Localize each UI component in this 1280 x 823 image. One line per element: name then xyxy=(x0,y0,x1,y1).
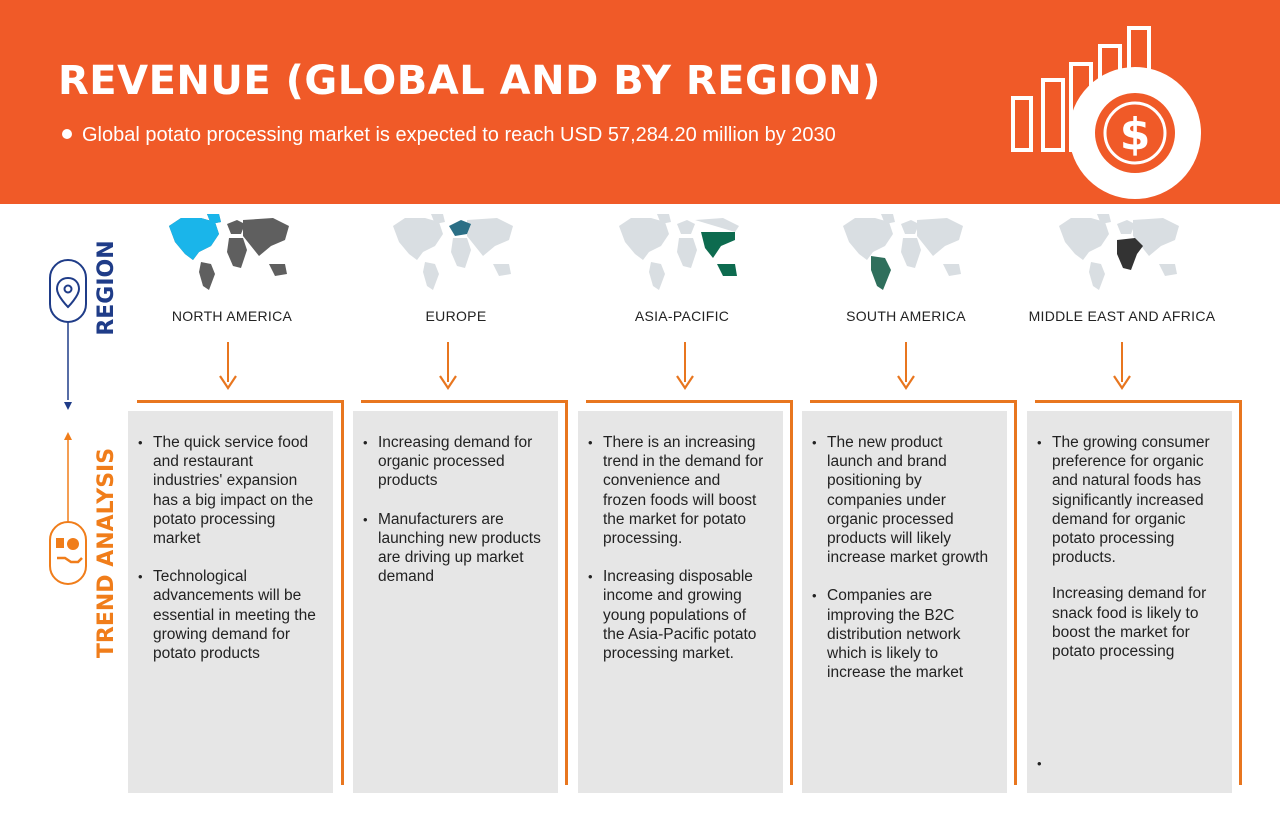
trend-card-asia-pacific xyxy=(578,411,783,793)
region-name: MIDDLE EAST AND AFRICA xyxy=(1028,308,1216,324)
region-side-label: REGION xyxy=(94,240,119,336)
page-title: REVENUE (GLOBAL AND BY REGION) xyxy=(58,58,882,104)
trend-bullet: • Increasing disposable income and growing young populations of the Asia-Pacific potato processing market. xyxy=(588,567,767,663)
trend-card-north-america xyxy=(128,411,333,793)
trend-bullet: • The growing consumer preference for organic and natural foods has significantly increased demand for organic potato processing products. xyxy=(1037,433,1216,567)
trend-card-middle-east-africa xyxy=(1027,411,1232,793)
region-middle-east-africa xyxy=(1022,212,1222,324)
arrow-down-icon xyxy=(1112,342,1132,394)
revenue-chart-dollar-icon xyxy=(1005,20,1205,200)
region-north-america xyxy=(132,212,332,324)
timeline-connector xyxy=(40,240,100,600)
location-pin-icon xyxy=(50,260,86,322)
world-map-icon xyxy=(1057,212,1187,294)
world-map-icon xyxy=(167,212,297,294)
trend-bullet: • Increasing demand for organic processed products xyxy=(363,433,542,491)
arrow-down-icon xyxy=(218,342,238,394)
arrow-down-icon xyxy=(675,342,695,394)
trend-bullet: • The quick service food and restaurant industries' expansion has a big impact on the potato processing market xyxy=(138,433,317,548)
trend-card-south-america xyxy=(802,411,1007,793)
world-map-icon xyxy=(391,212,521,294)
world-map-icon xyxy=(617,212,747,294)
trend-bullet: • Manufacturers are launching new products are driving up market demand xyxy=(363,510,542,587)
region-name: SOUTH AMERICA xyxy=(846,308,966,324)
header-subtitle xyxy=(62,124,836,147)
trend-bullet: • Technological advancements will be essential in meeting the growing demand for potato products xyxy=(138,567,317,663)
trend-bullet: • Companies are improving the B2C distribution network which is likely to increase the market xyxy=(812,586,991,682)
trend-analysis-side-label: TREND ANALYSIS xyxy=(94,447,119,659)
region-europe xyxy=(356,212,556,324)
header-banner xyxy=(0,0,1280,204)
svg-text:$: $ xyxy=(1119,109,1151,160)
region-name: ASIA-PACIFIC xyxy=(634,308,730,324)
trend-hand-icon xyxy=(50,522,86,584)
trend-card-europe xyxy=(353,411,558,793)
arrow-down-icon xyxy=(438,342,458,394)
header-subtitle-text: Global potato processing market is expected to reach USD 57,284.20 million by 2030 xyxy=(82,124,836,146)
bullet-dot xyxy=(62,129,72,139)
bullet-dot: • xyxy=(1037,756,1042,771)
region-south-america xyxy=(806,212,1006,324)
trend-text: Increasing demand for snack food is likely to boost the market for potato processing xyxy=(1052,585,1207,661)
arrow-down-icon xyxy=(896,342,916,394)
trend-bullet: • The new product launch and brand positioning by companies under organic processed products will likely increase market growth xyxy=(812,433,991,567)
region-name: NORTH AMERICA xyxy=(171,308,293,324)
region-asia-pacific xyxy=(582,212,782,324)
region-name: EUROPE xyxy=(425,308,487,324)
world-map-icon xyxy=(841,212,971,294)
trend-bullet: • There is an increasing trend in the demand for convenience and frozen foods will boost the market for potato processing. xyxy=(588,433,767,548)
